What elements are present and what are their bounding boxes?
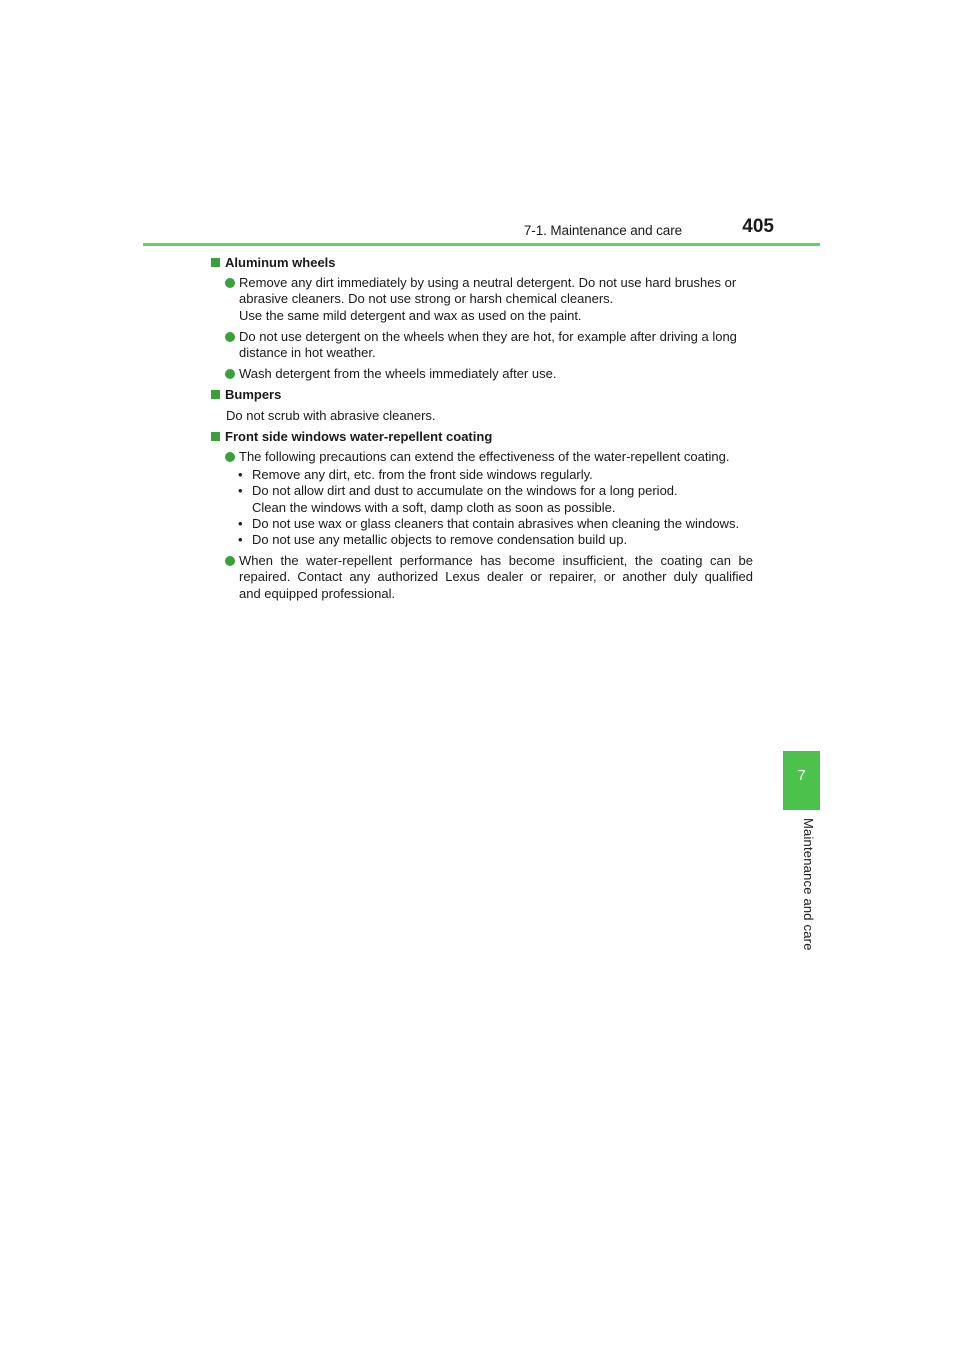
sub-list-item: • Remove any dirt, etc. from the front side windows regularly.	[238, 467, 593, 483]
chapter-number: 7	[797, 767, 806, 784]
page-header	[143, 214, 820, 246]
list-item: The following precautions can extend the effectiveness of the water-repellent coating.	[225, 449, 753, 465]
header-rule	[143, 243, 820, 246]
list-item: Wash detergent from the wheels immediately after use.	[225, 366, 753, 382]
circle-bullet-icon	[225, 369, 235, 379]
chapter-label: Maintenance and care	[801, 818, 816, 951]
precaution-list	[238, 467, 753, 548]
section-heading-window-coating: Front side windows water-repellent coating	[211, 429, 753, 445]
paragraph: Do not scrub with abrasive cleaners.	[226, 407, 436, 423]
circle-bullet-icon	[225, 452, 235, 462]
sub-list-item: • Do not use wax or glass cleaners that contain abrasives when cleaning the windows.	[238, 515, 740, 531]
section-heading-aluminum-wheels: Aluminum wheels	[211, 255, 753, 271]
square-bullet-icon	[211, 258, 220, 267]
square-bullet-icon	[211, 432, 220, 441]
list-item: Remove any dirt immediately by using a neutral detergent. Do not use hard brushes or abrasive cleaners. Do not use strong or harsh chemical cleaners. Use the same mild detergent and wax as used on the paint.	[225, 275, 753, 324]
page-content	[211, 255, 753, 607]
chapter-tab	[783, 751, 820, 810]
section-heading-bumpers: Bumpers	[211, 387, 753, 403]
sub-list-item: • Do not allow dirt and dust to accumulate on the windows for a long period. Clean the windows with a soft, damp cloth as soon as possible.	[238, 483, 678, 515]
square-bullet-icon	[211, 390, 220, 399]
list-item: When the water-repellent performance has become insufficient, the coating can be repaired. Contact any authorized Lexus dealer or repairer, or another duly qualified and equipped professional.	[225, 553, 753, 602]
section-title: 7-1. Maintenance and care	[523, 223, 682, 238]
page-number: 405	[742, 216, 774, 237]
list-item: Do not use detergent on the wheels when they are hot, for example after driving a long distance in hot weather.	[225, 329, 753, 361]
sub-list-item: • Do not use any metallic objects to remove condensation build up.	[238, 532, 628, 548]
circle-bullet-icon	[225, 278, 235, 288]
circle-bullet-icon	[225, 332, 235, 342]
circle-bullet-icon	[225, 556, 235, 566]
